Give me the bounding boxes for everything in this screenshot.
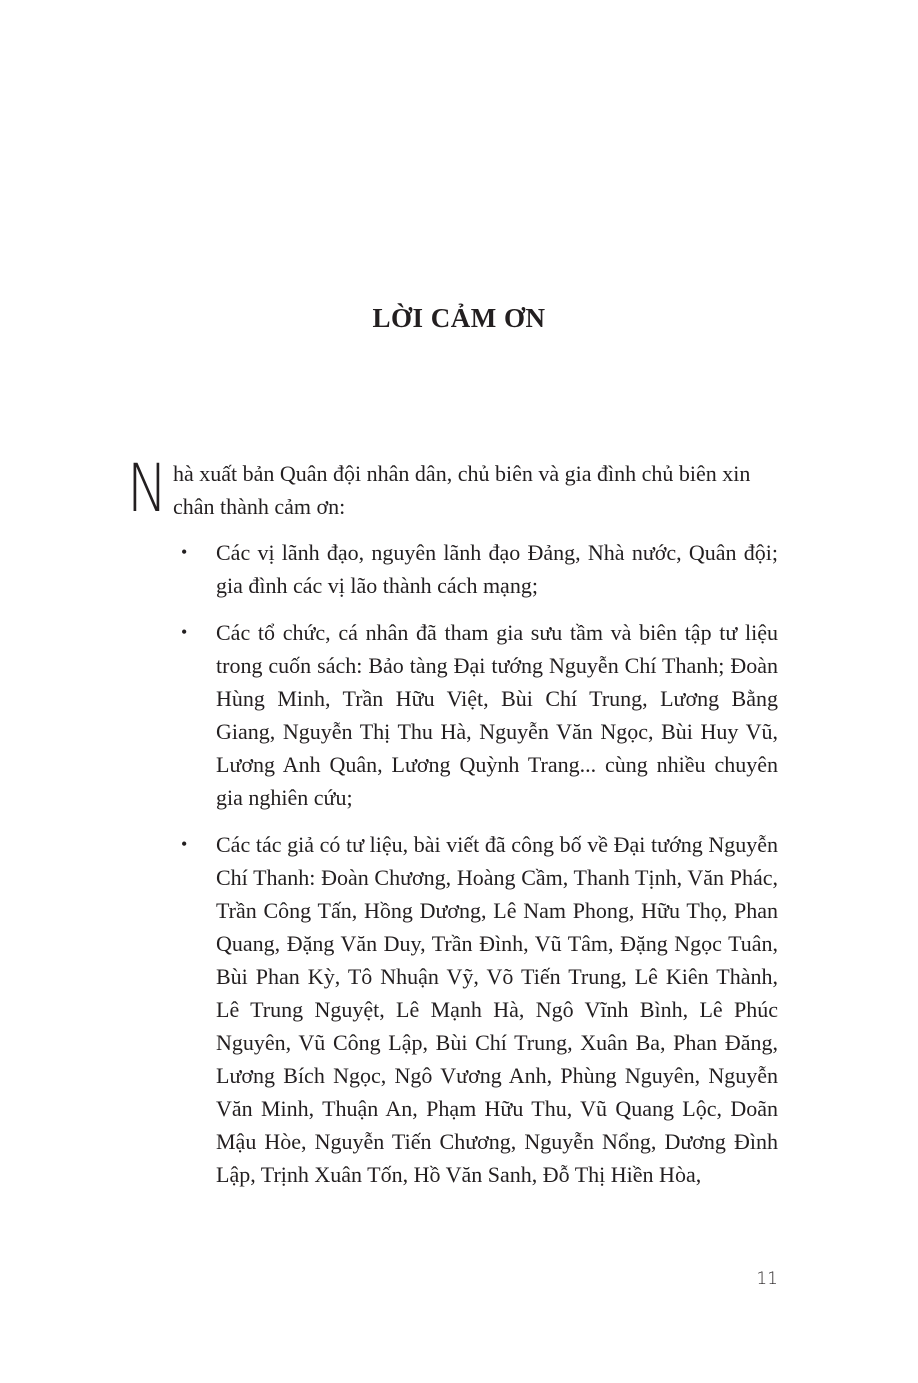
list-item xyxy=(176,616,778,814)
acknowledgement-list xyxy=(176,536,778,1205)
bullet-icon: • xyxy=(181,622,188,642)
drop-cap: N xyxy=(127,450,168,527)
bullet-icon: • xyxy=(181,542,188,562)
list-item xyxy=(176,536,778,602)
list-item-text: Các vị lãnh đạo, nguyên lãnh đạo Đảng, Nhà nước, Quân đội; gia đình các vị lão thành cách mạng; xyxy=(216,540,778,598)
page-number: 11 xyxy=(756,1269,778,1289)
bullet-icon: • xyxy=(181,834,188,854)
intro-paragraph xyxy=(127,450,778,527)
list-item-text: Các tổ chức, cá nhân đã tham gia sưu tầm và biên tập tư liệu trong cuốn sách: Bảo tàng Đại tướng Nguyễn Chí Thanh; Đoàn Hùng Minh, Trần Hữu Việt, Bùi Chí Trung, Lương Bằng Giang, Nguyễn Thị Thu Hà, Nguyễn Văn Ngọc, Bùi Huy Vũ, Lương Anh Quân, Lương Quỳnh Trang... cùng nhiều chuyên gia nghiên cứu; xyxy=(216,620,778,810)
page-title: LỜI CẢM ƠN xyxy=(372,303,546,333)
intro-text: hà xuất bản Quân đội nhân dân, chủ biên và gia đình chủ biên xin chân thành cảm ơn: xyxy=(173,461,751,519)
list-item xyxy=(176,828,778,1191)
list-item-text: Các tác giả có tư liệu, bài viết đã công bố về Đại tướng Nguyễn Chí Thanh: Đoàn Chương, Hoàng Cầm, Thanh Tịnh, Văn Phác, Trần Công Tấn, Hồng Dương, Lê Nam Phong, Hữu Thọ, Phan Quang, Đặng Văn Duy, Trần Đình, Vũ Tâm, Đặng Ngọc Tuân, Bùi Phan Kỳ, Tô Nhuận Vỹ, Võ Tiến Trung, Lê Kiên Thành, Lê Trung Nguyệt, Lê Mạnh Hà, Ngô Vĩnh Bình, Lê Phúc Nguyên, Vũ Công Lập, Bùi Chí Trung, Xuân Ba, Phan Đăng, Lương Bích Ngọc, Ngô Vương Anh, Phùng Nguyên, Nguyễn Văn Minh, Thuận An, Phạm Hữu Thu, Vũ Quang Lộc, Doãn Mậu Hòe, Nguyễn Tiến Chương, Nguyễn Nổng, Dương Đình Lập, Trịnh Xuân Tốn, Hồ Văn Sanh, Đỗ Thị Hiền Hòa, xyxy=(216,832,778,1187)
